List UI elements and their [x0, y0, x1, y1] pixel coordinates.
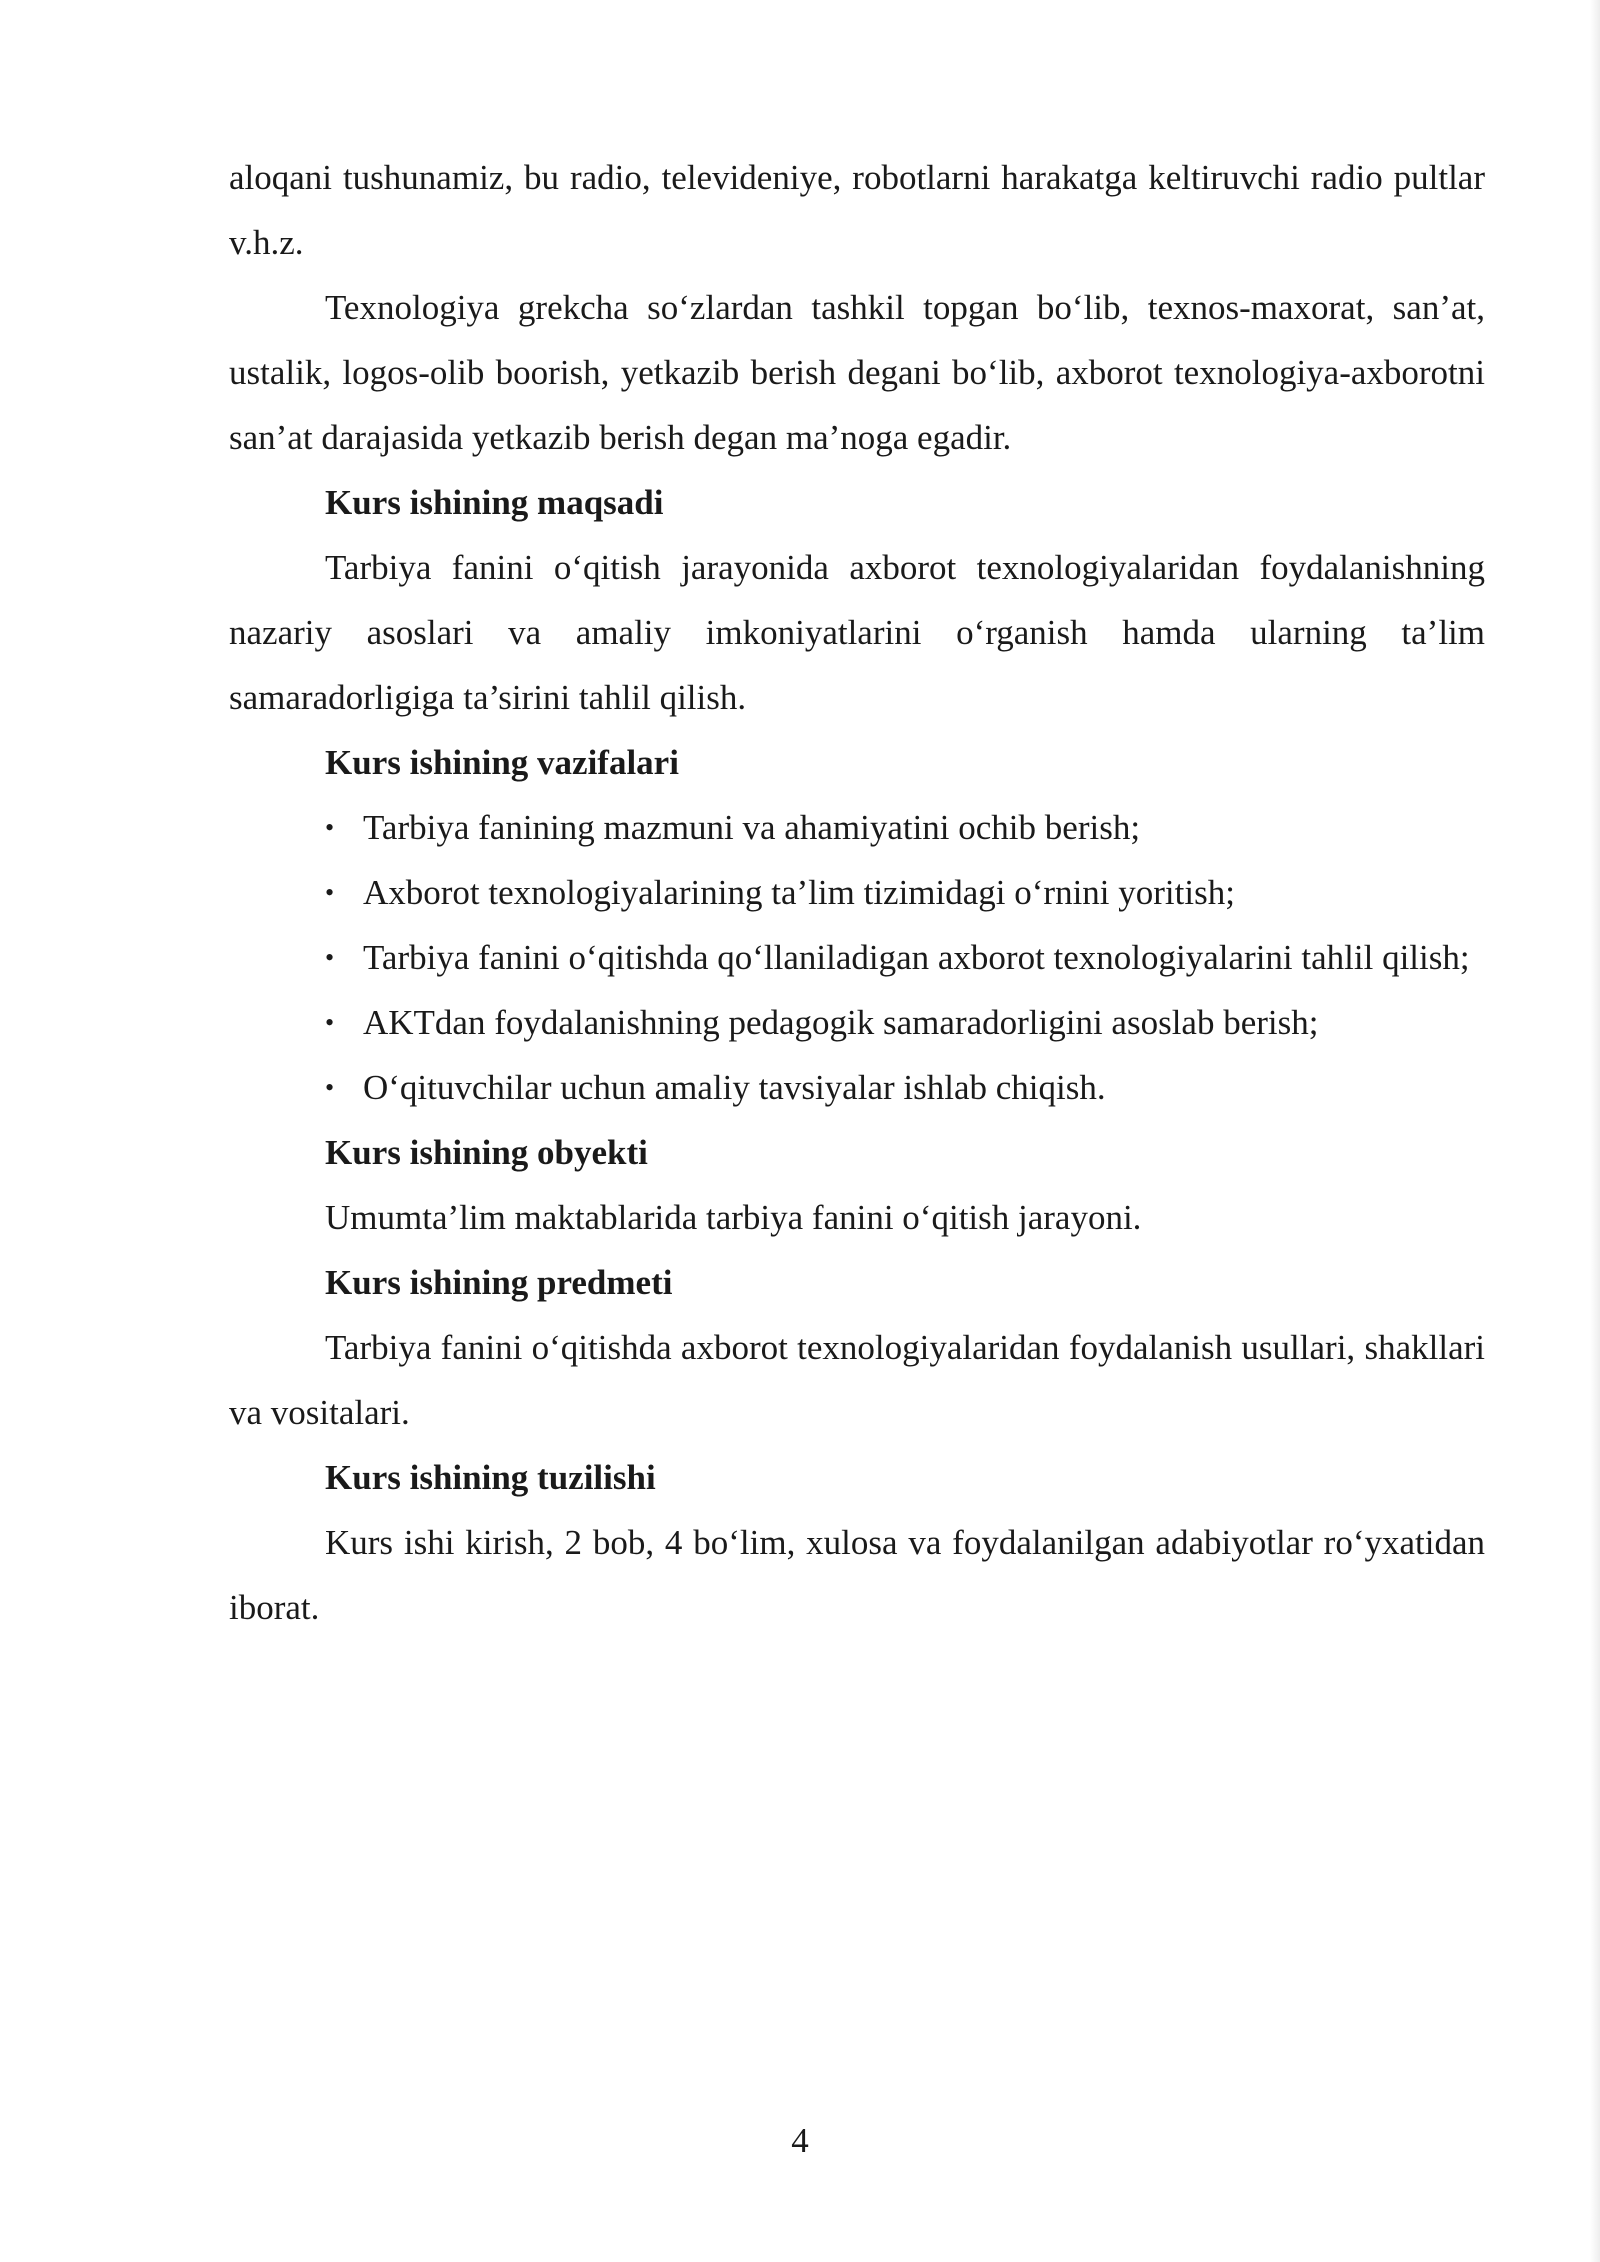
heading-obyekt: Kurs ishining obyekti	[325, 1133, 648, 1172]
paragraph-continuation: aloqani tushunamiz, bu radio, televideniye, robotlarni harakatga keltiruvchi radio pultlar v.h.z.	[229, 158, 1485, 262]
list-item-text: Tarbiya fanining mazmuni va ahamiyatini ochib berish;	[363, 808, 1141, 847]
paragraph-maqsad: Tarbiya fanini o‘qitish jarayonida axborot texnologiyalaridan foydalanishning nazariy asoslari va amaliy imkoniyatlarini o‘rganish hamda ularning ta’lim samaradorligiga ta’sirini tahlil qilish.	[229, 548, 1485, 717]
paragraph-predmet: Tarbiya fanini o‘qitishda axborot texnologiyalaridan foydalanish usullari, shakllari va vositalari.	[229, 1328, 1485, 1432]
bullet-icon: •	[325, 943, 335, 972]
paragraph-tuzilish: Kurs ishi kirish, 2 bob, 4 bo‘lim, xulosa va foydalanilgan adabiyotlar ro‘yxatidan iborat.	[229, 1523, 1485, 1627]
list-item-text: Tarbiya fanini o‘qitishda qo‘llaniladigan axborot texnologiyalarini tahlil qilish;	[363, 938, 1470, 977]
list-item-text: AKTdan foydalanishning pedagogik samaradorligini asoslab berish;	[363, 1003, 1319, 1042]
paragraph-obyekt: Umumta’lim maktablarida tarbiya fanini o‘qitish jarayoni.	[325, 1198, 1142, 1237]
bullet-icon: •	[325, 1073, 335, 1102]
bullet-icon: •	[325, 1008, 335, 1037]
list-item	[229, 990, 1485, 1055]
heading-maqsad: Kurs ishining maqsadi	[325, 483, 664, 522]
list-item	[229, 860, 1485, 925]
bullet-icon: •	[325, 813, 335, 842]
task-list	[229, 795, 1485, 1120]
heading-tuzilish: Kurs ishining tuzilishi	[325, 1458, 656, 1497]
list-item	[229, 1055, 1485, 1120]
page-edge-shadow	[1590, 0, 1600, 2262]
heading-predmet: Kurs ishining predmeti	[325, 1263, 673, 1302]
list-item	[229, 795, 1485, 860]
page-number: 4	[791, 2121, 809, 2160]
list-item-text: Axborot texnologiyalarining ta’lim tizimidagi o‘rnini yoritish;	[363, 873, 1235, 912]
paragraph-technology-definition: Texnologiya grekcha so‘zlardan tashkil topgan bo‘lib, texnos-maxorat, san’at, ustalik, logos-olib boorish, yetkazib berish degani bo‘lib, axborot texnologiya-axborotni san’at darajasida yetkazib berish degan ma’noga egadir.	[229, 288, 1485, 457]
page-body	[229, 145, 1485, 1640]
bullet-icon: •	[325, 878, 335, 907]
list-item	[229, 925, 1485, 990]
list-item-text: O‘qituvchilar uchun amaliy tavsiyalar ishlab chiqish.	[363, 1068, 1106, 1107]
heading-vazifalar: Kurs ishining vazifalari	[325, 743, 679, 782]
